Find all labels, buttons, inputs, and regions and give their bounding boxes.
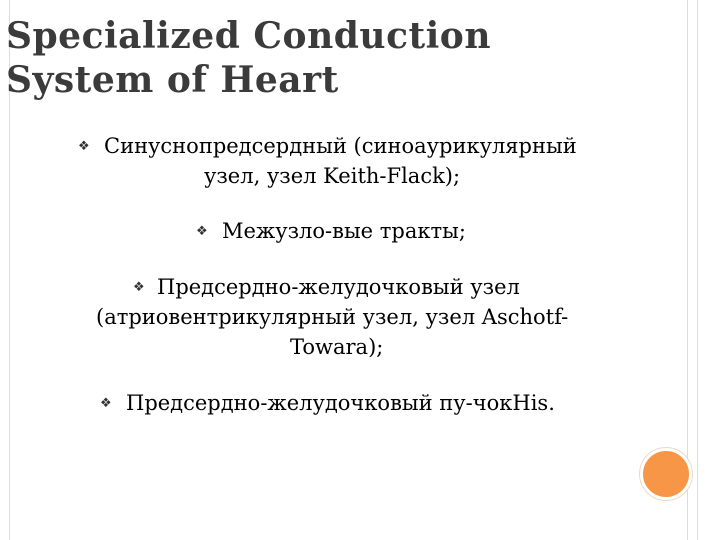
slide-title-line-2: System of Heart bbox=[6, 59, 339, 101]
right-border-stripe bbox=[687, 0, 698, 540]
list-item-av-node-line-3: Towara); bbox=[290, 335, 384, 359]
list-item-sa-node-line-2: узел, узел Keith-Flack); bbox=[204, 164, 461, 188]
list-item-av-node-line-2: (атриовентрикулярный узел, узел Aschotf- bbox=[96, 305, 569, 329]
diamond-bullet-icon: ❖ bbox=[78, 139, 90, 154]
slide-title-line-1: Specialized Conduction bbox=[6, 15, 491, 57]
list-item-internodal bbox=[196, 216, 208, 247]
decorative-orange-circle bbox=[640, 448, 692, 500]
list-item-sa-node bbox=[78, 131, 90, 162]
list-item-his-bundle-text: Предсердно-желудочковый пу-чокHis. bbox=[126, 391, 555, 415]
list-item-his-bundle bbox=[100, 388, 112, 419]
diamond-bullet-icon: ❖ bbox=[196, 224, 208, 239]
list-item-av-node bbox=[133, 272, 145, 303]
list-item-sa-node-line-1: Синуснопредсердный (синоаурикулярный bbox=[104, 134, 577, 158]
list-item-av-node-line-1: Предсердно-желудочковый узел bbox=[157, 275, 520, 299]
slide-title bbox=[6, 14, 491, 102]
diamond-bullet-icon: ❖ bbox=[100, 396, 112, 411]
diamond-bullet-icon: ❖ bbox=[133, 280, 145, 295]
list-item-internodal-text: Межузло-вые тракты; bbox=[222, 219, 466, 243]
